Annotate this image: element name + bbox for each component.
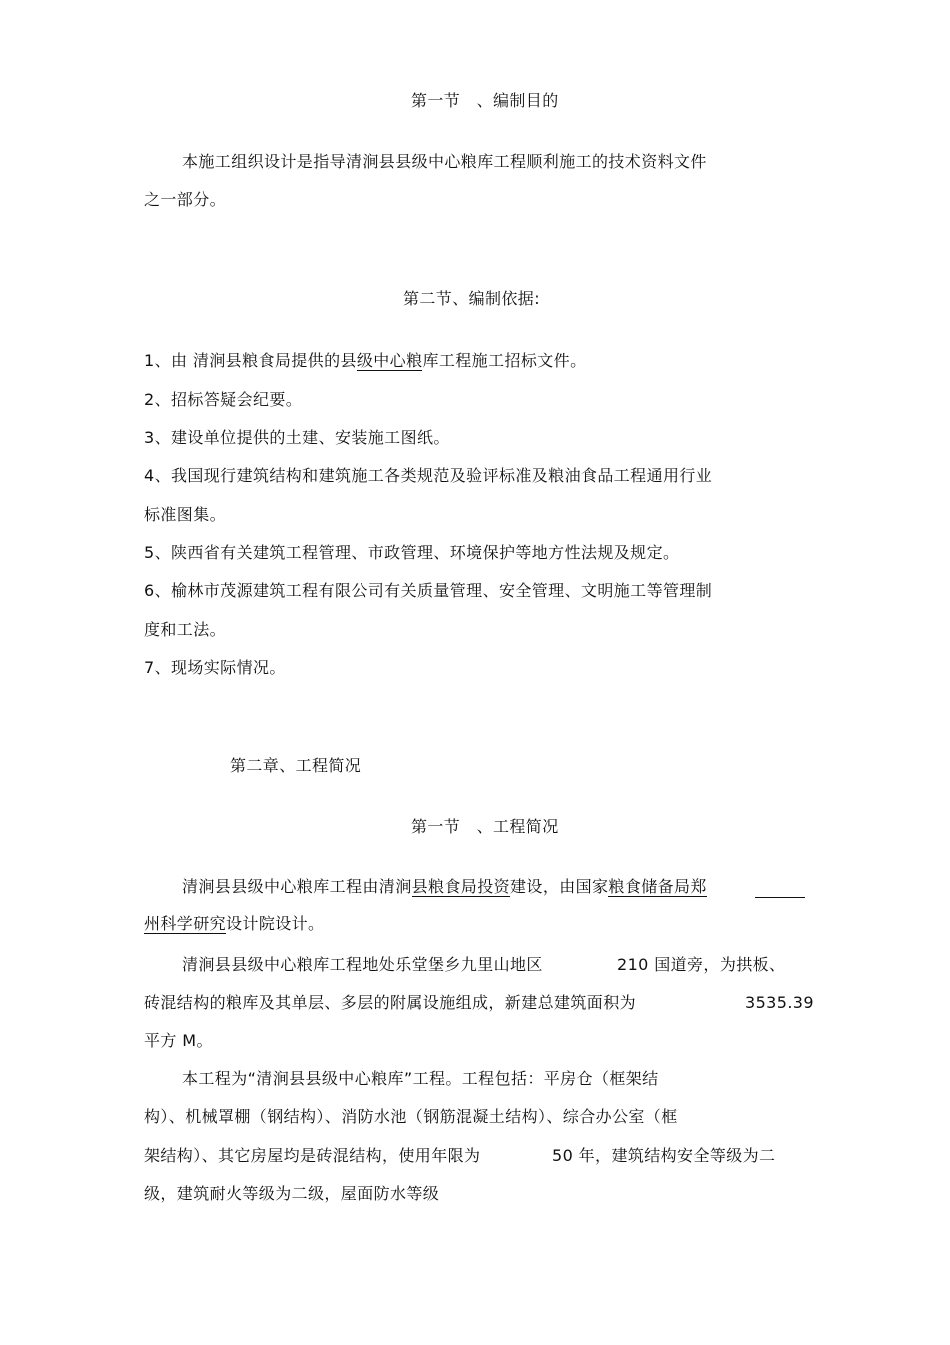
section-heading-purpose: 第一节 、编制目的 xyxy=(411,91,559,110)
overview-p2-area-value: 3535.39 xyxy=(745,993,814,1012)
basis-item-4-line-2: 标准图集。 xyxy=(144,505,227,524)
overview-p1-text-a: 清涧县县级中心粮库工程由清涧 xyxy=(182,877,412,896)
basis-item-4-line-1: 4、我国现行建筑结构和建筑施工各类规范及验评标准及粮油食品工程通用行业 xyxy=(144,466,713,485)
overview-p2-line-1b: 210 国道旁，为拱板、 xyxy=(617,955,786,974)
overview-p3-line-3b: 50 年，建筑结构安全等级为二 xyxy=(552,1146,776,1165)
basis-item-6-line-1: 6、榆林市茂源建筑工程有限公司有关质量管理、安全管理、文明施工等管理制 xyxy=(144,581,713,600)
purpose-paragraph-line-2: 之一部分。 xyxy=(144,190,227,209)
basis-item-5: 5、陕西省有关建筑工程管理、市政管理、环境保护等地方性法规及规定。 xyxy=(144,543,680,562)
overview-p1-underlined-a: 县粮食局投资 xyxy=(411,877,511,896)
section-heading-basis: 第二节、编制依据: xyxy=(403,289,540,308)
overview-p1-line-2 xyxy=(144,914,324,934)
purpose-paragraph-line-1: 本施工组织设计是指导清涧县县级中心粮库工程顺利施工的技术资料文件 xyxy=(182,152,707,171)
overview-p1-underlined-d: 粮食储备局郑 xyxy=(608,877,707,896)
chapter-heading: 第二章、工程简况 xyxy=(230,756,362,775)
overview-p3-line-1: 本工程为“清涧县县级中心粮库”工程。工程包括：平房仓（框架结 xyxy=(182,1069,659,1088)
overview-p3-line-4: 级，建筑耐火等级为二级，屋面防水等级 xyxy=(144,1184,440,1203)
overview-p1-text-c: 建设，由国家 xyxy=(510,877,609,896)
overview-p3-line-3a: 架结构）、其它房屋均是砖混结构，使用年限为 xyxy=(144,1146,481,1165)
overview-p3-line-2: 构）、机械罩棚（钢结构）、消防水池（钢筋混凝土结构）、综合办公室（框 xyxy=(144,1107,678,1126)
overview-p2-line-2a: 砖混结构的粮库及其单层、多层的附属设施组成，新建总建筑面积为 xyxy=(144,993,637,1012)
underline-extension xyxy=(755,897,805,898)
basis-item-3: 3、建设单位提供的土建、安装施工图纸。 xyxy=(144,428,450,447)
basis-item-6-line-2: 度和工法。 xyxy=(144,620,227,639)
basis-item-1-part-a: 1、由 清涧县粮食局提供的县 xyxy=(144,351,357,370)
overview-p1-text-f: 设计院设计。 xyxy=(226,914,325,933)
overview-p1-line-1 xyxy=(182,877,707,897)
overview-p1-underlined-e: 州科学研究 xyxy=(144,914,227,933)
basis-item-1-part-c: 库工程施工招标文件。 xyxy=(422,351,587,370)
overview-p2-line-3: 平方 M。 xyxy=(144,1031,213,1050)
section-heading-overview: 第一节 、工程简况 xyxy=(411,817,559,836)
basis-item-1 xyxy=(144,351,587,371)
basis-item-7: 7、现场实际情况。 xyxy=(144,658,286,677)
basis-item-1-underlined: 级中心粮 xyxy=(356,351,423,370)
overview-p2-line-1a: 清涧县县级中心粮库工程地处乐堂堡乡九里山地区 xyxy=(182,955,543,974)
basis-item-2: 2、招标答疑会纪要。 xyxy=(144,390,303,409)
